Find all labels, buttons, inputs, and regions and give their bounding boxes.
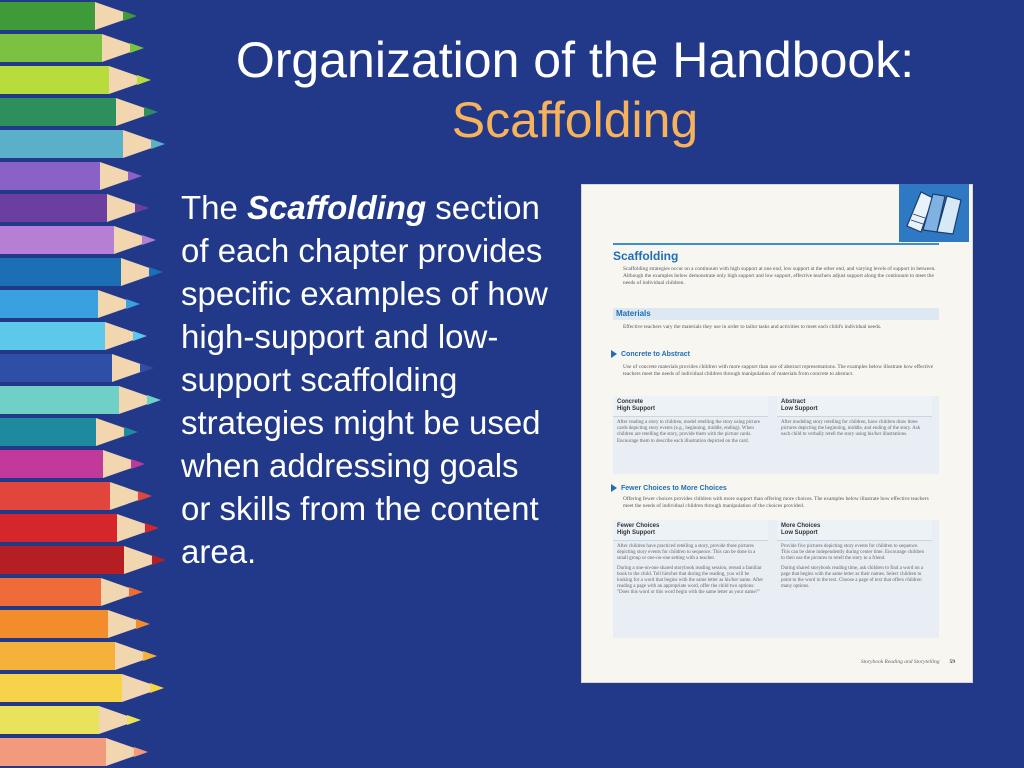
pencil-body (0, 226, 114, 254)
pencil-tip (147, 395, 161, 405)
pencil-body (0, 354, 112, 382)
fewer-heading (611, 484, 727, 494)
pencil-tip (145, 523, 159, 533)
concrete-heading (611, 350, 690, 360)
pencil-body (0, 290, 98, 318)
title-rule (613, 243, 939, 245)
table1-col1-head: Concrete High Support (613, 396, 768, 417)
footer-text: Storybook Reading and Storytelling (860, 659, 940, 665)
table2-col-high (613, 520, 768, 600)
materials-heading: Materials (613, 308, 939, 320)
pencil-tip (128, 171, 142, 181)
slide-subtitle: Scaffolding (451, 92, 699, 148)
pencil-tip (137, 75, 151, 85)
pencil-body (0, 98, 116, 126)
book-stack-icon (899, 184, 969, 242)
pencil-tip (152, 555, 166, 565)
table1-col2-head: Abstract Low Support (777, 396, 932, 417)
pencil-body (0, 482, 110, 510)
table2-col2-head: More Choices Low Support (777, 520, 932, 541)
pencil-tip (134, 747, 148, 757)
slide-body-text (181, 186, 556, 573)
slide-title-main: Organization of the Handbook: (235, 32, 915, 88)
pencil-body (0, 514, 117, 542)
pencil-body (0, 386, 119, 414)
pencil-body (0, 34, 102, 62)
pencil-tip (130, 43, 144, 53)
pencil-tip (143, 651, 157, 661)
pencil-body (0, 194, 107, 222)
pencil-body (0, 450, 103, 478)
pencil-tip (138, 491, 152, 501)
pencil-tip (131, 459, 145, 469)
pencil-tip (136, 619, 150, 629)
materials-text: Effective teachers vary the materials they use in order to tailor tasks and activities to meet each child's individual needs. (623, 324, 882, 330)
slide-title (165, 30, 985, 150)
table2-col1-text-a: After children have practiced retelling a story, provide three pictures depicting story events for children to sequence. This can be done in a small group or one-on-one setting with a teacher. (617, 544, 756, 562)
choices-table (613, 520, 939, 638)
fewer-heading-label: Fewer Choices to More Choices (621, 485, 727, 492)
concrete-abstract-table (613, 396, 939, 474)
page-number: 59 (949, 659, 955, 665)
pencil-body (0, 578, 101, 606)
table2-col2-text-b: During shared storybook reading time, ask children to find a word on a page that begins with the same letter as their names. Select children to point to the word in the text. Choose a page of text that offers children many options. (781, 565, 924, 590)
pencil-body (0, 162, 100, 190)
table1-col-low (777, 396, 932, 442)
doc-footer (861, 659, 955, 665)
handbook-page-image (581, 184, 973, 683)
table1-col1-text: After reading a story to children, model retelling the story using picture cards depicting story events (e.g., beginning, middle, ending). When children are retelling the story, provide them with the picture cards. Encourage them to describe each illustration depicted on the card. (617, 420, 761, 444)
pencil-body (0, 642, 115, 670)
pencil-body (0, 738, 106, 766)
pencil-body (0, 322, 105, 350)
pencil-body (0, 674, 122, 702)
pencil-tip (127, 715, 141, 725)
pencil-body (0, 130, 123, 158)
section-arrow-icon (611, 484, 617, 492)
table2-col2-text-a: Provide five pictures depicting story events for children to sequence. This can be done independently during center time. Encourage children to then use the pictures to retell the story to a friend. (781, 544, 925, 562)
pencil-body (0, 258, 121, 286)
pencil-tip (140, 363, 154, 373)
pencil-tip (144, 107, 158, 117)
pencil-tip (133, 331, 147, 341)
pencil-tip (151, 139, 165, 149)
pencil-body (0, 2, 95, 30)
body-rest: section of each chapter provides specific examples of how high-support and low-support scaffolding strategies might be used when addressing goals or skills from the content area. (181, 189, 548, 570)
table2-col-low (777, 520, 932, 593)
pencil-tip (123, 11, 137, 21)
body-emphasis: Scaffolding (247, 189, 427, 226)
pencil-tip (124, 427, 138, 437)
body-prefix: The (181, 189, 248, 226)
table2-col1-text-b: During a one-on-one shared storybook reading session, reread a familiar book to the child. Tell him/her that during the reading, you will be looking for a word that begins with the same letter as his/her name. After reading a page with an appropriate word, offer the child two options: "Does this word or this word begin with the same letter as your name?" (617, 565, 764, 596)
pencil-tip (150, 683, 164, 693)
pencil-body (0, 706, 99, 734)
table1-col-high (613, 396, 768, 448)
doc-title: Scaffolding (613, 249, 679, 263)
pencil-tip (126, 299, 140, 309)
pencil-tip (129, 587, 143, 597)
table1-col2-text: After modeling story retelling for children, have children draw three pictures depicting the beginning, middle, and ending of the story. Ask each child to verbally retell the story using his/her illustrations. (781, 420, 921, 438)
pencil-body (0, 418, 96, 446)
pencil-body (0, 66, 109, 94)
concrete-heading-label: Concrete to Abstract (621, 351, 690, 358)
pencil-body (0, 546, 124, 574)
pencil-tip (135, 203, 149, 213)
doc-intro: Scaffolding strategies occur on a continuum with high support at one end, low support at the other end, and varying levels of support in between. Although the examples below demonstrate only high support and low support, effective teachers adjust support along the continuum to meet the needs of individual children. (623, 266, 936, 286)
fewer-text: Offering fewer choices provides children with more support than offering more choices. The examples below illustrate how effective teachers meet the needs of individual children through manipulation of the choices provided. (623, 496, 929, 509)
pencil-border-decoration (0, 0, 175, 768)
pencil-tip (142, 235, 156, 245)
pencil-body (0, 610, 108, 638)
concrete-text: Use of concrete materials provides children with more support than use of abstract representations. The examples below illustrate how effective teachers meet the needs of individual children through manipulation of materials from concrete to abstract. (623, 364, 933, 377)
section-arrow-icon (611, 350, 617, 358)
table2-col1-head: Fewer Choices High Support (613, 520, 768, 541)
pencil-tip (149, 267, 163, 277)
